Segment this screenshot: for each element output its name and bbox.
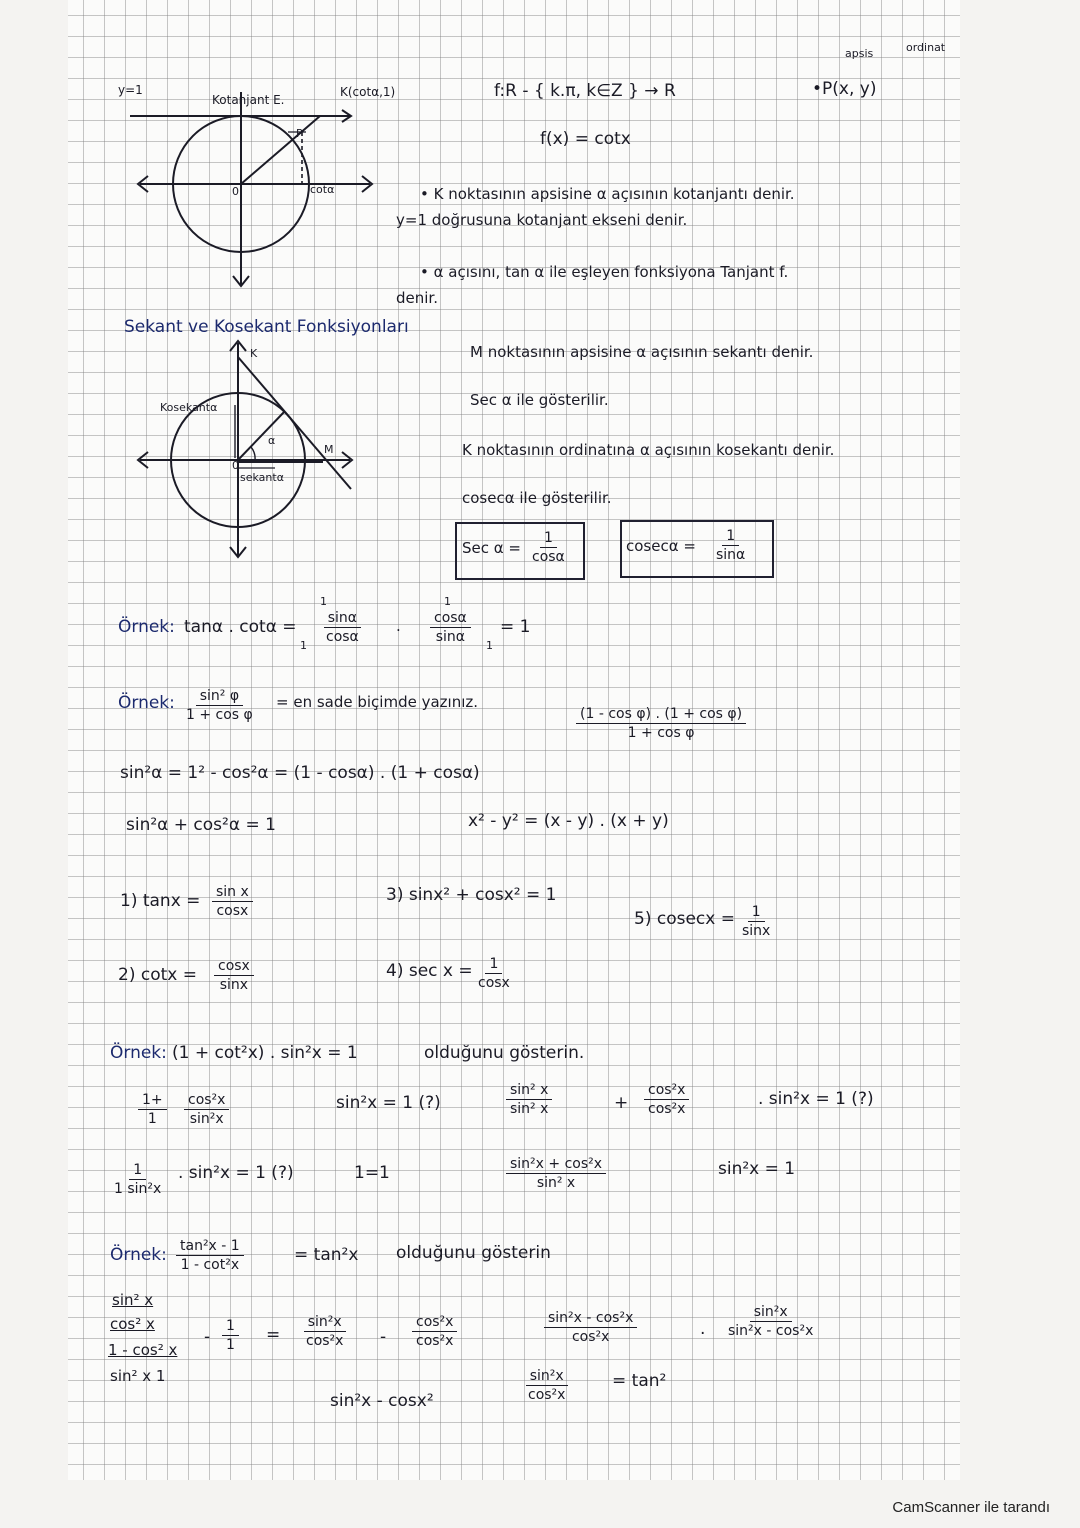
example4-label: Örnek: xyxy=(110,1245,167,1265)
ordinat-label: ordinat xyxy=(906,41,946,54)
m-label: M xyxy=(324,443,334,456)
example4-minus-1: - xyxy=(204,1327,211,1347)
example4-fraction-e: $\frac{\text{sin²x}}{\text{cos²x}}$ xyxy=(524,1368,569,1403)
example3-step1-a: $\frac{1+}{1}$ xyxy=(138,1092,167,1127)
cosecant-formula-fraction: $\frac{1}{\sin\alpha}$ xyxy=(716,528,746,564)
example4-equals: = xyxy=(266,1325,281,1345)
example4-bottom-expression: sin²x - cosx² xyxy=(330,1391,434,1411)
point-p-coordinates: •P(x, y) xyxy=(812,79,877,99)
secant-formula-fraction: $\frac{1}{\cos\alpha}$ xyxy=(532,530,565,566)
apsis-label: apsis xyxy=(845,47,874,60)
cosecant-definition: K noktasının ordinatına α açısının kosekantı denir. xyxy=(462,441,835,459)
example2-line-1: sin²α = 1² - cos²α = (1 - cosα) . (1 + cosα) xyxy=(120,763,480,783)
example1-fraction-2: $\frac{\cos\alpha}{\sin\alpha}$ xyxy=(430,610,471,645)
example3-step3-f: $\frac{\text{sin²x + cos²x}}{\text{sin² x}}$ xyxy=(506,1156,606,1191)
origin-label: 0 xyxy=(232,185,239,198)
y-equals-1-label: y=1 xyxy=(118,83,143,97)
example4-dot: . xyxy=(700,1319,706,1339)
example4-question-fraction: $\frac{\text{tan²x - 1}}{\text{1 - cot²x}}$ xyxy=(176,1238,244,1273)
cosecant-notation: cosecα ile gösterilir. xyxy=(462,489,612,507)
secant-notation: Sec α ile gösterilir. xyxy=(470,391,609,409)
section-title: Sekant ve Kosekant Fonksiyonları xyxy=(124,317,409,337)
identity-5-fraction: $\frac{1}{\sin x}$ xyxy=(742,904,771,940)
identity-1-label: 1) tanx = xyxy=(120,891,201,911)
example3-result: sin²x = 1 xyxy=(718,1159,796,1179)
k-point-label: K(cotα,1) xyxy=(340,85,396,99)
p-point-label: P xyxy=(296,127,303,140)
example1-cancel-note-3: 1 xyxy=(444,595,451,608)
example1-cancel-note-4: 1 xyxy=(486,639,493,652)
example4-stack-2: cos² x xyxy=(110,1315,155,1333)
example2-result-fraction: $\frac{\text{(1 - cos φ) . (1 + cos φ)}}{\text{1 + cos φ}}$ xyxy=(576,706,746,741)
example3-step2-c: $\frac{\text{sin² x}}{\text{sin² x}}$ xyxy=(506,1082,552,1117)
example1-cancel-note-2: 1 xyxy=(300,639,307,652)
scanner-watermark: CamScanner ile tarandı xyxy=(892,1499,1050,1516)
cot-axis-text: y=1 doğrusuna kotanjant ekseni denir. xyxy=(396,211,688,229)
example4-fraction-d: $\frac{\text{sin²x}}{\text{sin²x - cos²x}}$ xyxy=(728,1304,814,1340)
example4-stack-1: sin² x xyxy=(112,1291,154,1309)
example1-expression: tanα . cotα = xyxy=(184,617,297,637)
example3-step3-e: $\frac{1}{\text{1 sin²x}}$ xyxy=(114,1162,162,1198)
example3-instruction: olduğunu gösterin. xyxy=(424,1043,585,1063)
tan-function-text: • α açısını, tan α ile eşleyen fonksiyona Tanjant f. xyxy=(420,263,789,281)
kosekant-label: Kosekantα xyxy=(160,401,218,414)
example4-final: = tan² xyxy=(612,1371,667,1391)
example1-label: Örnek: xyxy=(118,617,175,637)
example1-cancel-note-1: 1 xyxy=(320,595,327,608)
example3-one-equals-one: 1=1 xyxy=(354,1163,390,1183)
cotangent-unit-circle-diagram xyxy=(110,80,400,300)
example4-stack-3: 1 - cos² x xyxy=(108,1341,178,1359)
example3-plus: + xyxy=(614,1093,629,1113)
example4-fraction-a: $\frac{\text{sin²x}}{\text{cos²x}}$ xyxy=(302,1314,347,1349)
secant-formula-left: Sec α = xyxy=(462,539,521,557)
identity-4-fraction: $\frac{1}{\cos x}$ xyxy=(478,956,510,992)
secant-definition: M noktasının apsisine α açısının sekantı denir. xyxy=(470,343,814,361)
example3-step1-b: $\frac{\text{cos²x}}{\text{sin²x}}$ xyxy=(184,1092,229,1127)
example4-one-fraction: $\frac{1}{1}$ xyxy=(222,1318,239,1353)
example3-step2-d: $\frac{\text{cos²x}}{\text{cos²x}}$ xyxy=(644,1082,689,1117)
example1-dot: . xyxy=(396,617,401,635)
example4-fraction-b: $\frac{\text{cos²x}}{\text{cos²x}}$ xyxy=(412,1314,457,1349)
example4-question-rest: = tan²x xyxy=(294,1245,359,1265)
example2-instruction: = en sade biçimde yazınız. xyxy=(276,693,479,711)
example3-label: Örnek: xyxy=(110,1043,167,1063)
example3-step3-rest: . sin²x = 1 (?) xyxy=(178,1163,294,1183)
sekant-label: sekantα xyxy=(240,471,284,484)
k-label: K xyxy=(250,347,258,360)
identity-1-fraction: $\frac{\text{sin x}}{\cos x}$ xyxy=(212,884,253,919)
example2-line-3: x² - y² = (x - y) . (x + y) xyxy=(468,811,669,831)
identity-4-label: 4) sec x = xyxy=(386,961,473,981)
example2-fraction: $\frac{\text{sin² φ}}{\text{1 + cos φ}}$ xyxy=(186,688,253,724)
origin-label-2: 0 xyxy=(232,459,239,472)
example4-instruction: olduğunu gösterin xyxy=(396,1243,551,1263)
example4-minus-2: - xyxy=(380,1327,387,1347)
cot-function-definition: f(x) = cotx xyxy=(540,129,631,149)
cosecant-formula-left: cosecα = xyxy=(626,537,696,555)
example3-step2-right: . sin²x = 1 (?) xyxy=(758,1089,874,1109)
cot-label: cotα xyxy=(310,183,335,196)
identity-2-label: 2) cotx = xyxy=(118,965,197,985)
identity-3: 3) sinx² + cosx² = 1 xyxy=(386,885,557,905)
identity-5-label: 5) cosecx = xyxy=(634,909,735,929)
example4-stack-4: sin² x 1 xyxy=(110,1367,166,1385)
cot-definition-text: • K noktasının apsisine α açısının kotanjantı denir. xyxy=(420,185,795,203)
identity-2-fraction: $\frac{\cos x}{\sin x}$ xyxy=(214,958,254,993)
alpha-label: α xyxy=(268,434,276,447)
example1-result: = 1 xyxy=(500,617,531,637)
example4-fraction-c: $\frac{\text{sin²x - cos²x}}{\text{cos²x}}$ xyxy=(544,1310,637,1345)
example1-fraction-1: $\frac{\sin\alpha}{\cos\alpha}$ xyxy=(322,610,363,645)
example3-step1-mid: sin²x = 1 (?) xyxy=(336,1093,441,1113)
cot-function-domain: f:R - { k.π, k∈Z } → R xyxy=(494,81,676,101)
example3-expression: (1 + cot²x) . sin²x = 1 xyxy=(172,1043,358,1063)
kotanjant-axis-label: Kotanjant E. xyxy=(212,93,285,107)
example2-line-2: sin²α + cos²α = 1 xyxy=(126,815,276,835)
example2-label: Örnek: xyxy=(118,693,175,713)
tan-function-text-end: denir. xyxy=(396,289,438,307)
